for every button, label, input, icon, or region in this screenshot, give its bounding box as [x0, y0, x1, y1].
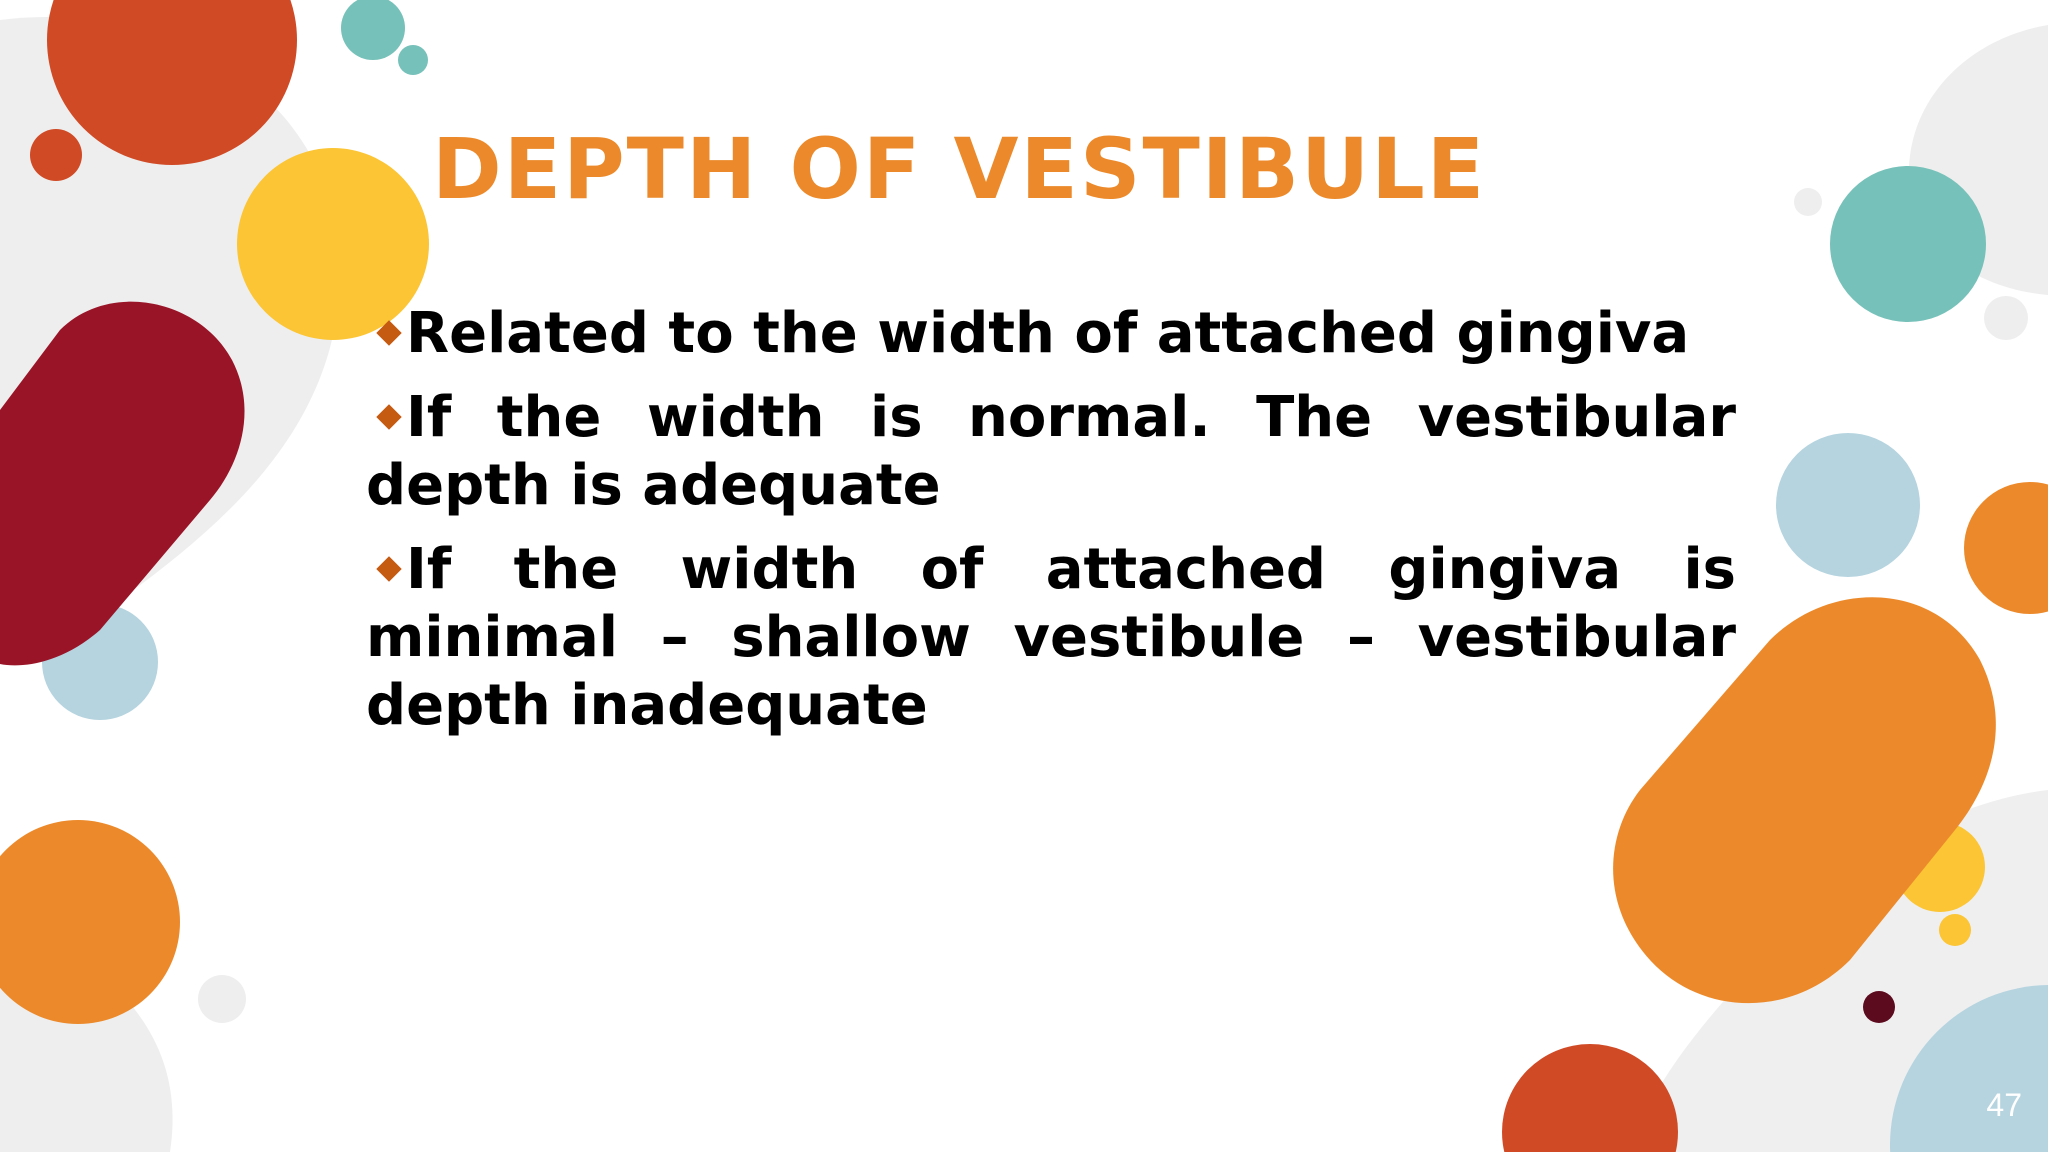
page-number: 47	[1986, 1087, 2022, 1123]
yellow-dot-bottom-right	[1939, 914, 1971, 946]
slide-title: DEPTH OF VESTIBULE	[432, 120, 1487, 218]
red-orange-dot-left	[30, 129, 82, 181]
diamond-bullet-icon	[376, 404, 401, 429]
bullet-text: If the width is normal. The vestibular depth is adequate	[366, 385, 1736, 518]
teal-dot-small-top	[398, 45, 428, 75]
gray-dot-right	[1984, 296, 2028, 340]
teal-circle-right	[1830, 166, 1986, 322]
bullet-item	[366, 384, 1736, 520]
dark-maroon-dot	[1863, 991, 1895, 1023]
orange-circle-bottom-left	[0, 820, 180, 1024]
light-blue-circle-right	[1776, 433, 1920, 577]
gray-dot-top-right	[1794, 188, 1822, 216]
red-orange-circle-bottom	[1502, 1044, 1678, 1152]
bullet-item	[366, 536, 1736, 740]
red-orange-circle-right-edge	[1964, 482, 2048, 614]
diamond-bullet-icon	[376, 556, 401, 581]
teal-dot-top	[341, 0, 405, 60]
bullet-list	[366, 300, 1736, 756]
diamond-bullet-icon	[376, 320, 401, 345]
gray-dot-bottom-left	[198, 975, 246, 1023]
bullet-text: If the width of attached gingiva is minimal – shallow vestibule – vestibular depth inadequate	[366, 537, 1736, 738]
bullet-text: Related to the width of attached gingiva	[406, 301, 1690, 366]
bullet-item	[366, 300, 1736, 368]
